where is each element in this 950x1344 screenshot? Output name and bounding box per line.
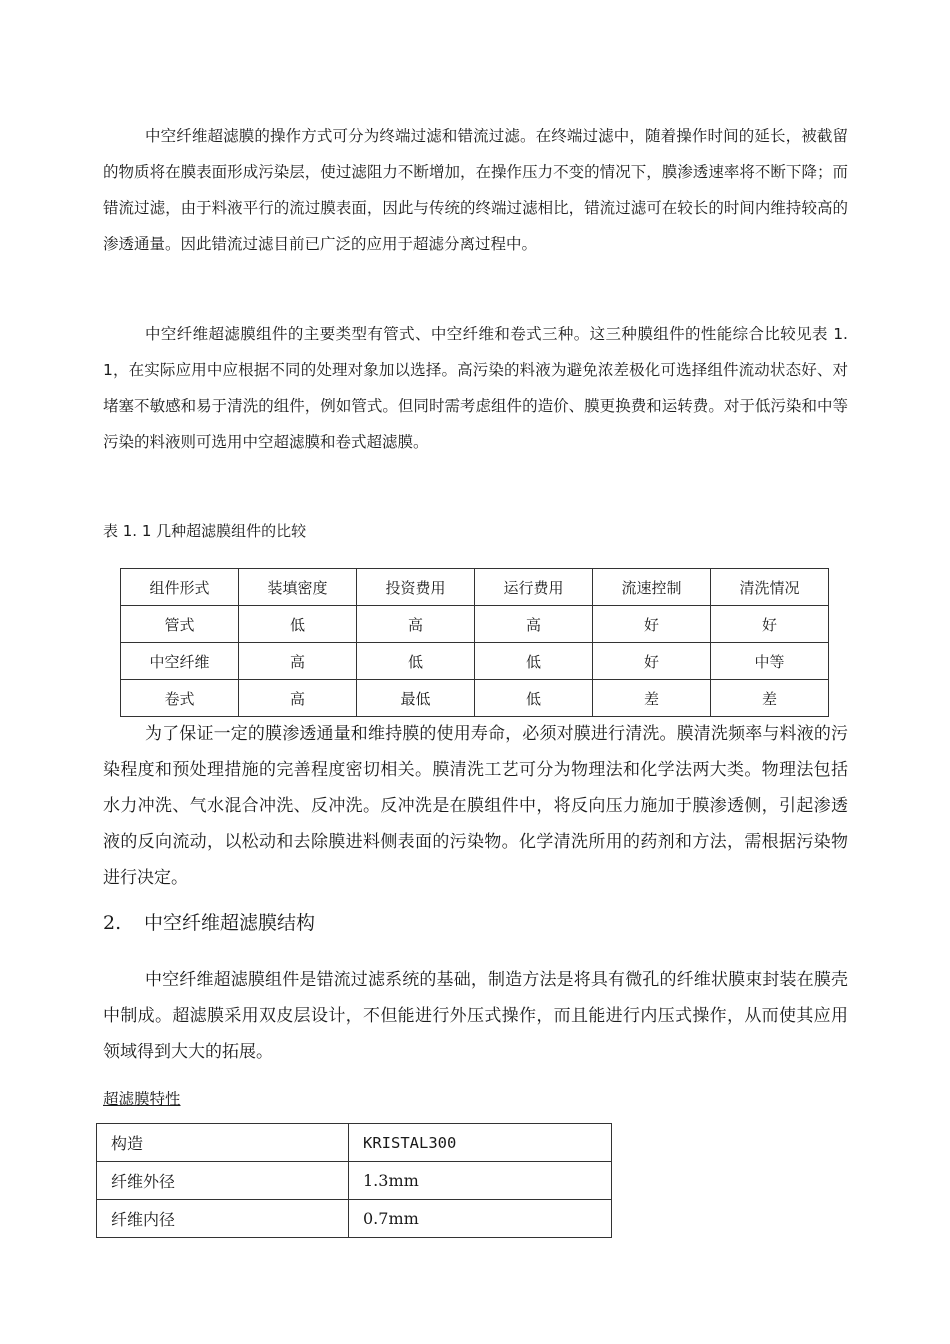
table-cell: 好 [593,606,711,643]
properties-table [96,1123,612,1238]
table-cell: 高 [239,680,357,717]
table-cell: 低 [475,680,593,717]
property-value: KRISTAL300 [349,1124,612,1162]
table-cell: 高 [357,606,475,643]
property-value: 1.3mm [349,1162,612,1200]
property-name: 纤维内径 [97,1200,349,1238]
properties-label: 超滤膜特性 [103,1090,181,1108]
table-row [121,643,829,680]
table-cell: 好 [711,606,829,643]
table-row [121,606,829,643]
table-row [97,1162,612,1200]
table-cell: 低 [475,643,593,680]
property-name: 纤维外径 [97,1162,349,1200]
paragraph-filtration-modes: 中空纤维超滤膜的操作方式可分为终端过滤和错流过滤。在终端过滤中，随着操作时间的延长，被截留的物质将在膜表面形成污染层，使过滤阻力不断增加，在操作压力不变的情况下，膜渗透速率将不断下降；而错流过滤，由于料液平行的流过膜表面，因此与传统的终端过滤相比，错流过滤可在较长的时间内维持较高的渗透通量。因此错流过滤目前已广泛的应用于超滤分离过程中。 [103,127,848,253]
property-name: 构造 [97,1124,349,1162]
table-header-cell: 装填密度 [239,569,357,606]
table-header-cell: 清洗情况 [711,569,829,606]
table-cell: 中等 [711,643,829,680]
paragraph-structure: 中空纤维超滤膜组件是错流过滤系统的基础，制造方法是将具有微孔的纤维状膜束封装在膜壳中制成。超滤膜采用双皮层设计，不但能进行外压式操作，而且能进行内压式操作，从而使其应用领域得到大大的拓展。 [103,970,848,1062]
comparison-table [120,568,829,717]
section-heading [103,908,315,935]
table-header-cell: 投资费用 [357,569,475,606]
table-cell: 差 [711,680,829,717]
table-cell: 低 [239,606,357,643]
table-cell: 卷式 [121,680,239,717]
table-cell: 最低 [357,680,475,717]
property-value: 0.7mm [349,1200,612,1238]
table-header-cell: 流速控制 [593,569,711,606]
section-number: 2. [103,912,122,934]
table-row [121,680,829,717]
table-cell: 管式 [121,606,239,643]
table-cell: 低 [357,643,475,680]
paragraph-module-types: 中空纤维超滤膜组件的主要类型有管式、中空纤维和卷式三种。这三种膜组件的性能综合比较见表 1. 1，在实际应用中应根据不同的处理对象加以选择。高污染的料液为避免浓差极化可选择组件流动状态好、对堵塞不敏感和易于清洗的组件，例如管式。但同时需考虑组件的造价、膜更换费和运转费。对于低污染和中等污染的料液则可选用中空超滤膜和卷式超滤膜。 [103,325,848,451]
table-cell: 差 [593,680,711,717]
table-header-cell: 组件形式 [121,569,239,606]
table-cell: 高 [239,643,357,680]
paragraph-membrane-cleaning: 为了保证一定的膜渗透通量和维持膜的使用寿命，必须对膜进行清洗。膜清洗频率与料液的污染程度和预处理措施的完善程度密切相关。膜清洗工艺可分为物理法和化学法两大类。物理法包括水力冲洗、气水混合冲洗、反冲洗。反冲洗是在膜组件中，将反向压力施加于膜渗透侧，引起渗透液的反向流动，以松动和去除膜进料侧表面的污染物。化学清洗所用的药剂和方法，需根据污染物进行决定。 [103,724,848,888]
table-caption: 表 1. 1 几种超滤膜组件的比较 [103,522,307,540]
table-row [97,1200,612,1238]
table-header-row [121,569,829,606]
table-cell: 好 [593,643,711,680]
section-title: 中空纤维超滤膜结构 [144,912,316,934]
table-cell: 中空纤维 [121,643,239,680]
table-header-cell: 运行费用 [475,569,593,606]
table-cell: 高 [475,606,593,643]
table-row [97,1124,612,1162]
